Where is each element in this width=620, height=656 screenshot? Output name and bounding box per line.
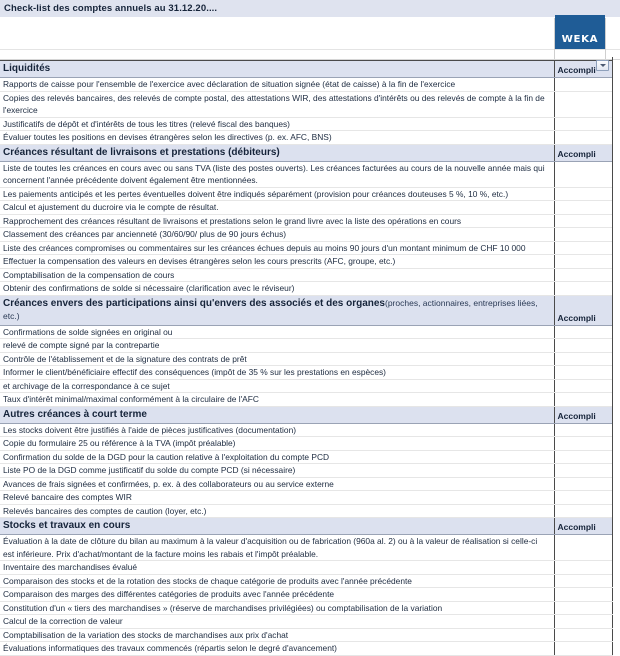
section-title-cell [0, 406, 554, 423]
checklist-item-state-cell[interactable] [554, 91, 612, 117]
checklist-item-state-cell[interactable] [554, 574, 612, 588]
checklist-item-state-cell[interactable] [554, 255, 612, 269]
table-row [0, 91, 620, 117]
table-row [0, 601, 620, 615]
row-gutter-cell [612, 161, 620, 187]
table-row [0, 628, 620, 642]
checklist-item-text: Classement des créances par ancienneté (30/60/90/ plus de 90 jours échus) [0, 228, 554, 242]
row-gutter-cell [612, 255, 620, 269]
checklist-item-state-cell[interactable] [554, 187, 612, 201]
checklist-item-text: Liste PO de la DGD comme justificatif du solde du compte PCD (si nécessaire) [0, 464, 554, 478]
weka-logo-text: WEKA [561, 34, 599, 45]
checklist-item-state-cell[interactable] [554, 601, 612, 615]
section-title: Créances envers des participations ainsi qu'envers des associés et des organes [3, 297, 385, 309]
section-title: Stocks et travaux en cours [3, 520, 131, 531]
checklist-table [0, 60, 620, 656]
accompli-filter-dropdown-button[interactable] [596, 60, 609, 71]
row-gutter-cell [612, 241, 620, 255]
checklist-item-text: Confirmations de solde signées en original ou [0, 325, 554, 339]
table-row [0, 131, 620, 145]
section-gutter-cell [612, 406, 620, 423]
row-gutter-cell [612, 628, 620, 642]
row-gutter-cell [612, 117, 620, 131]
page-title: Check-list des comptes annuels au 31.12.20.... [4, 3, 218, 14]
table-row [0, 393, 620, 407]
table-row [0, 491, 620, 505]
checklist-item-state-cell[interactable] [554, 131, 612, 145]
checklist-item-state-cell[interactable] [554, 423, 612, 437]
checklist-item-text: Copie du formulaire 25 ou référence à la TVA (impôt préalable) [0, 437, 554, 451]
section-gutter-cell [612, 295, 620, 325]
checklist-item-state-cell[interactable] [554, 464, 612, 478]
section-state-cell[interactable]: Accompli [554, 144, 612, 161]
table-row [0, 642, 620, 656]
filter-column-edge [612, 57, 613, 578]
checklist-item-text: Comparaison des stocks et de la rotation des stocks de chaque catégorie de produits avec l'année précédente [0, 574, 554, 588]
row-gutter-cell [612, 131, 620, 145]
table-row [0, 268, 620, 282]
table-row [0, 464, 620, 478]
table-row [0, 366, 620, 380]
section-gutter-cell [612, 144, 620, 161]
checklist-item-state-cell[interactable] [554, 325, 612, 339]
row-gutter-cell [612, 574, 620, 588]
table-row [0, 187, 620, 201]
table-row [0, 379, 620, 393]
section-state-cell[interactable]: Accompli [554, 518, 612, 535]
checklist-item-text: Évaluations informatiques des travaux commencés (répartis selon le degré d'avancement) [0, 642, 554, 656]
table-row [0, 78, 620, 92]
row-gutter-cell [612, 78, 620, 92]
row-gutter-cell [612, 268, 620, 282]
checklist-item-state-cell[interactable] [554, 201, 612, 215]
table-row [0, 161, 620, 187]
row-gutter-cell [612, 379, 620, 393]
row-gutter-cell [612, 642, 620, 656]
checklist-item-text: Liste de toutes les créances en cours avec ou sans TVA (liste des postes ouverts). Les créances facturées au cours de la nouvelle année mais qui concernent l'année précédente doivent également être mentionnées. [0, 161, 554, 187]
section-state-cell[interactable]: Accompli [554, 406, 612, 423]
section-subtitle: (proches, actionnaires, entreprises liées, etc.) [3, 297, 538, 321]
checklist-item-text: Constitution d'un « tiers des marchandises » (réserve de marchandises privilégiées) ou comptabilisation de la variation [0, 601, 554, 615]
row-gutter-cell [612, 393, 620, 407]
checklist-item-text: Évaluer toutes les positions en devises étrangères selon les directives (p. ex. AFC, BNS) [0, 131, 554, 145]
row-gutter-cell [612, 352, 620, 366]
checklist-item-state-cell[interactable] [554, 214, 612, 228]
section-title-cell [0, 61, 554, 78]
checklist-item-state-cell[interactable] [554, 561, 612, 575]
logo-band [0, 18, 620, 60]
chevron-down-icon [600, 64, 606, 67]
row-gutter-cell [612, 214, 620, 228]
table-row [0, 325, 620, 339]
checklist-item-text: Évaluation à la date de clôture du bilan au maximum à la valeur d'acquisition ou de fabrication (960a al. 2) ou à la valeur de réalisation si celle-ci est inférieure. Prix d'achat/montant de la facture moins les rabais et l'impôt préalable. [0, 535, 554, 561]
checklist-item-state-cell[interactable] [554, 504, 612, 518]
section-header-row [0, 144, 620, 161]
table-row [0, 255, 620, 269]
row-gutter-cell [612, 464, 620, 478]
checklist-item-text: Comptabilisation de la compensation de cours [0, 268, 554, 282]
section-title: Liquidités [3, 63, 51, 74]
row-gutter-cell [612, 491, 620, 505]
row-gutter-cell [612, 91, 620, 117]
checklist-item-state-cell[interactable] [554, 366, 612, 380]
table-row [0, 615, 620, 629]
table-row [0, 339, 620, 353]
checklist-item-state-cell[interactable] [554, 78, 612, 92]
checklist-item-text: Relevé bancaire des comptes WIR [0, 491, 554, 505]
section-header-row [0, 406, 620, 423]
checklist-item-state-cell[interactable] [554, 437, 612, 451]
row-gutter-cell [612, 366, 620, 380]
checklist-body [0, 61, 620, 656]
row-gutter-cell [612, 339, 620, 353]
row-gutter-cell [612, 325, 620, 339]
table-row [0, 477, 620, 491]
table-row [0, 352, 620, 366]
checklist-item-text: Obtenir des confirmations de solde si nécessaire (clarification avec le réviseur) [0, 282, 554, 296]
checklist-item-text: Comparaison des marges des différentes catégories de produits avec l'année précédente [0, 588, 554, 602]
checklist-item-state-cell[interactable] [554, 535, 612, 561]
checklist-item-text: Rapports de caisse pour l'ensemble de l'exercice avec déclaration de situation signée (état de caisse) à la fin de l'exercice [0, 78, 554, 92]
section-title-cell [0, 295, 554, 325]
checklist-item-text: Informer le client/bénéficiaire effectif des conséquences (impôt de 35 % sur les prestations en espèces) [0, 366, 554, 380]
table-row [0, 214, 620, 228]
section-title: Autres créances à court terme [3, 408, 147, 420]
row-gutter-cell [612, 561, 620, 575]
checklist-item-text: Calcul de la correction de valeur [0, 615, 554, 629]
checklist-item-text: Calcul et ajustement du ducroire via le compte de résultat. [0, 201, 554, 215]
checklist-item-text: Relevés bancaires des comptes de caution (loyer, etc.) [0, 504, 554, 518]
row-gutter-cell [612, 187, 620, 201]
section-gutter-cell [612, 61, 620, 78]
checklist-item-text: Les paiements anticipés et les pertes éventuelles doivent être indiqués séparément (provision pour créances douteuses 5 %, 10 %, etc.) [0, 187, 554, 201]
checklist-item-state-cell[interactable] [554, 642, 612, 656]
row-gutter-cell [612, 437, 620, 451]
section-state-cell[interactable]: Accompli [554, 295, 612, 325]
checklist-item-text: Taux d'intérêt minimal/maximal conformément à la circulaire de l'AFC [0, 393, 554, 407]
checklist-item-text: Rapprochement des créances résultant de livraisons et prestations selon le grand livre avec la liste des opérations en cours [0, 214, 554, 228]
checklist-item-text: Copies des relevés bancaires, des relevés de compte postal, des attestations WIR, des attestations d'intérêts ou des relevés de compte à la fin de l'exercice [0, 91, 554, 117]
table-row [0, 588, 620, 602]
checklist-item-text: Confirmation du solde de la DGD pour la caution relative à l'exploitation du compte PCD [0, 450, 554, 464]
row-gutter-cell [612, 615, 620, 629]
row-gutter-cell [612, 423, 620, 437]
section-header-row [0, 518, 620, 535]
checklist-item-state-cell[interactable] [554, 477, 612, 491]
checklist-item-text: Liste des créances compromises ou commentaires sur les créances échues depuis au moins 90 jours d'un montant minimum de CHF 10 000 [0, 241, 554, 255]
table-row [0, 228, 620, 242]
checklist-item-text: Avances de frais signées et confirmées, p. ex. à des collaborateurs ou au service externe [0, 477, 554, 491]
checklist-item-state-cell[interactable] [554, 379, 612, 393]
row-gutter-cell [612, 588, 620, 602]
document-title-bar [0, 0, 620, 18]
table-row [0, 423, 620, 437]
checklist-item-state-cell[interactable] [554, 615, 612, 629]
table-row [0, 117, 620, 131]
weka-logo [555, 15, 605, 49]
checklist-item-state-cell[interactable] [554, 268, 612, 282]
table-row [0, 535, 620, 561]
row-gutter-cell [612, 282, 620, 296]
checklist-item-state-cell[interactable] [554, 117, 612, 131]
section-gutter-cell [612, 518, 620, 535]
checklist-item-text: Justificatifs de dépôt et d'intérêts de tous les titres (relevé fiscal des banques) [0, 117, 554, 131]
row-gutter-cell [612, 504, 620, 518]
row-gutter-cell [612, 450, 620, 464]
checklist-item-state-cell[interactable] [554, 393, 612, 407]
checklist-item-text: Les stocks doivent être justifiés à l'aide de pièces justificatives (documentation) [0, 423, 554, 437]
row-gutter-cell [612, 201, 620, 215]
table-row [0, 574, 620, 588]
table-row [0, 241, 620, 255]
section-state-cell[interactable]: Accompli [554, 61, 612, 78]
checklist-item-state-cell[interactable] [554, 352, 612, 366]
checklist-item-text: Effectuer la compensation des valeurs en devises étrangères selon les cours prescrits (AFC, groupe, etc.) [0, 255, 554, 269]
checklist-item-state-cell[interactable] [554, 339, 612, 353]
table-row [0, 437, 620, 451]
table-row [0, 282, 620, 296]
section-header-row [0, 61, 620, 78]
table-row [0, 450, 620, 464]
checklist-item-state-cell[interactable] [554, 282, 612, 296]
row-gutter-cell [612, 535, 620, 561]
checklist-item-state-cell[interactable] [554, 628, 612, 642]
header-divider-rule [0, 49, 620, 50]
row-gutter-cell [612, 601, 620, 615]
checklist-item-state-cell[interactable] [554, 491, 612, 505]
section-title-cell [0, 144, 554, 161]
table-row [0, 201, 620, 215]
checklist-item-state-cell[interactable] [554, 450, 612, 464]
checklist-item-state-cell[interactable] [554, 161, 612, 187]
table-row [0, 504, 620, 518]
checklist-item-text: Comptabilisation de la variation des stocks de marchandises aux prix d'achat [0, 628, 554, 642]
logo-column-right-edge [605, 18, 606, 59]
table-row [0, 561, 620, 575]
checklist-item-text: Inventaire des marchandises évalué [0, 561, 554, 575]
row-gutter-cell [612, 228, 620, 242]
row-gutter-cell [612, 477, 620, 491]
checklist-item-state-cell[interactable] [554, 588, 612, 602]
checklist-item-state-cell[interactable] [554, 241, 612, 255]
section-title: Créances résultant de livraisons et prestations (débiteurs) [3, 146, 280, 158]
checklist-item-text: relevé de compte signé par la contrepartie [0, 339, 554, 353]
section-header-row [0, 295, 620, 325]
checklist-item-state-cell[interactable] [554, 228, 612, 242]
checklist-item-text: Contrôle de l'établissement et de la signature des contrats de prêt [0, 352, 554, 366]
section-title-cell [0, 518, 554, 535]
checklist-item-text: et archivage de la correspondance à ce sujet [0, 379, 554, 393]
